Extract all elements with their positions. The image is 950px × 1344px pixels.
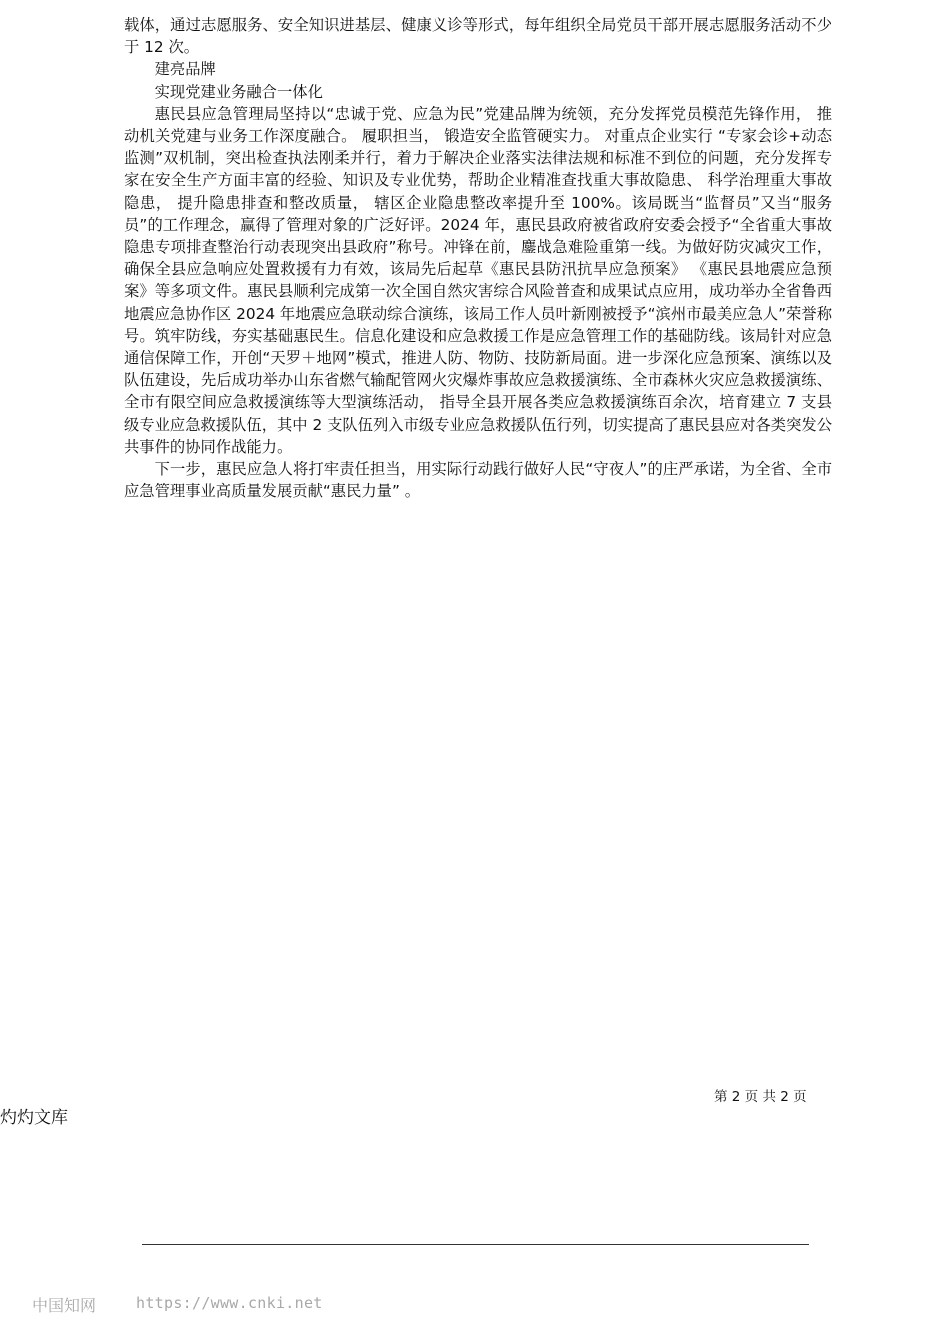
footer-url-link[interactable]: https://www.cnki.net <box>136 1294 323 1312</box>
footer-source-name: 中国知网 <box>32 1296 97 1315</box>
page-number: 第 2 页 共 2 页 <box>714 1089 807 1105</box>
section-subheading: 实现党建业务融合一体化 <box>154 82 323 101</box>
footer-divider <box>142 1244 809 1245</box>
library-watermark: 灼灼文库 <box>0 1108 68 1128</box>
paragraph-closing: 下一步，惠民应急人将打牢责任担当，用实际行动践行做好人民“守夜人”的庄严承诺，为全省、全市应急管理事业高质量发展贡献“惠民力量” 。 <box>124 460 832 501</box>
paragraph-main: 惠民县应急管理局坚持以“忠诚于党、应急为民”党建品牌为统领，充分发挥党员模范先锋作用， 推动机关党建与业务工作深度融合。 履职担当， 锻造安全监管硬实力。 对重点企业实行 “专家会诊+动态监测”双机制，突出检查执法刚柔并行，着力于解决企业落实法律法规和标准不到位的问题，充分发挥专家在安全生产方面丰富的经验、知识及专业优势，帮助企业精准查找重大事故隐患、 科学治理重大事故隐患， 提升隐患排查和整改质量， 辖区企业隐患整改率提升至 100%。该局既当“监督员”又当“服务员”的工作理念，赢得了管理对象的广泛好评。2024 年，惠民县政府被省政府安委会授予“全省重大事故隐患专项排查整治行动表现突出县政府”称号。冲锋在前，鏖战急难险重第一线。为做好防灾减灾工作，确保全县应急响应处置救援有力有效，该局先后起草《惠民县防汛抗旱应急预案》 《惠民县地震应急预案》等多项文件。惠民县顺利完成第一次全国自然灾害综合风险普查和成果试点应用，成功举办全省鲁西地震应急协作区 2024 年地震应急联动综合演练，该局工作人员叶新刚被授予“滨州市最美应急人”荣誉称号。筑牢防线，夯实基础惠民生。信息化建设和应急救援工作是应急管理工作的基础防线。该局针对应急通信保障工作，开创“天罗＋地网”模式，推进人防、物防、技防新局面。进一步深化应急预案、演练以及队伍建设，先后成功举办山东省燃气输配管网火灾爆炸事故应急救援演练、全市森林火灾应急救援演练、 全市有限空间应急救援演练等大型演练活动， 指导全县开展各类应急救援演练百余次，培育建立 7 支县级专业应急救援队伍，其中 2 支队伍列入市级专业应急救援队伍行列，切实提高了惠民县应对各类突发公共事件的协同作战能力。 <box>124 104 832 456</box>
article-body <box>124 14 832 502</box>
section-heading-brand: 建亮品牌 <box>154 60 216 79</box>
paragraph-1: 载体，通过志愿服务、安全知识进基层、健康义诊等形式，每年组织全局党员干部开展志愿服务活动不少于 12 次。 <box>124 16 832 57</box>
